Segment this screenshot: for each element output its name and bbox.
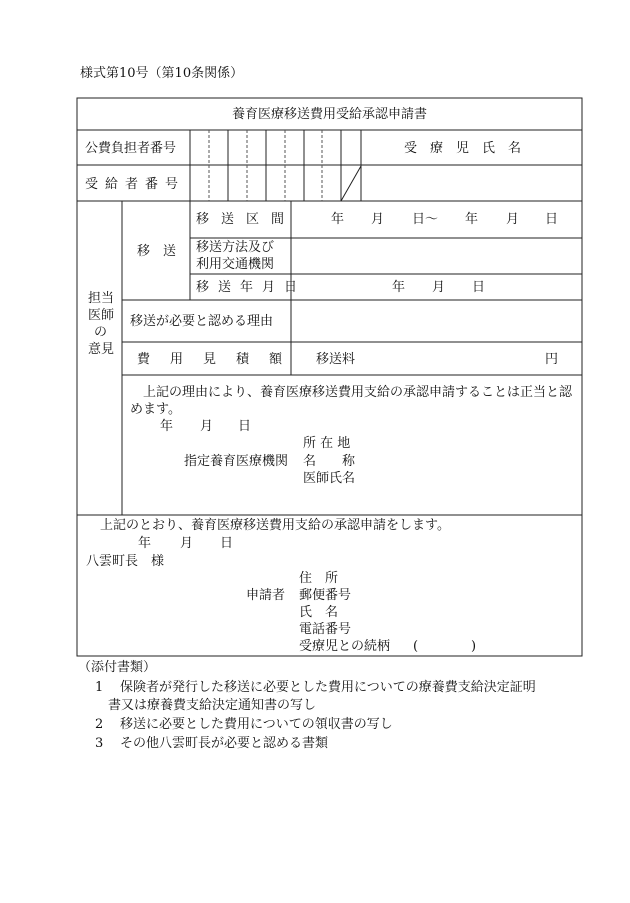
institution-heading: 指定養育医療機関 <box>184 454 289 469</box>
patient-name-label: 受 療 児 氏 名 <box>404 141 522 156</box>
date-year: 年 <box>392 280 406 295</box>
date-month: 月 <box>432 280 446 295</box>
attachments-heading: （添付書類） <box>78 660 157 675</box>
doctor-opinion-label-3: の <box>94 325 108 340</box>
transport-label: 移 送 <box>137 244 177 259</box>
applicant-label: 申請者 <box>246 588 286 603</box>
date-label: 移送年月日 <box>196 280 307 295</box>
public-payer-number-label: 公費負担者番号 <box>85 141 177 156</box>
cost-label: 費用見積額 <box>137 352 303 367</box>
applicant-name-label: 氏 名 <box>299 605 339 620</box>
applicant-phone-label: 電話番号 <box>299 622 352 637</box>
section-day: 日〜 <box>412 212 439 227</box>
certification-text: 上記の理由により、養育医療移送費用支給の承認申請することは正当と認めます。 <box>130 385 573 417</box>
relation-paren-close: ) <box>471 639 477 654</box>
applicant-postal-label: 郵便番号 <box>299 588 352 603</box>
attachment-3-num: 3 <box>95 736 104 751</box>
application-date-month: 月 <box>180 536 194 551</box>
doctor-opinion-label-2: 医師 <box>88 308 115 323</box>
date-field[interactable] <box>291 274 582 300</box>
cost-value-label: 移送料 <box>316 352 356 367</box>
public-payer-number-cells[interactable] <box>190 130 361 165</box>
attachment-1-cont: 書又は療養費支給決定通知書の写し <box>108 698 317 713</box>
cert-date-day: 日 <box>238 419 252 434</box>
section-year: 年 <box>331 212 345 227</box>
application-date-day: 日 <box>220 536 234 551</box>
section-month: 月 <box>371 212 385 227</box>
form-title: 養育医療移送費用受給承認申請書 <box>232 107 428 122</box>
institution-name: 名 称 <box>303 454 356 469</box>
relation-paren-open: ( <box>413 639 419 654</box>
attachment-3-text: その他八雲町長が必要と認める書類 <box>120 736 329 751</box>
applicant-address-label: 住 所 <box>299 571 339 586</box>
section-month-2: 月 <box>506 212 520 227</box>
section-label: 移送区間 <box>196 212 297 227</box>
form-number: 様式第10号（第10条関係） <box>80 66 244 81</box>
institution-doctor: 医師氏名 <box>303 471 356 486</box>
cost-unit: 円 <box>545 352 559 367</box>
cert-date-month: 月 <box>200 419 214 434</box>
attachment-1-num: 1 <box>95 680 104 695</box>
reason-label: 移送が必要と認める理由 <box>130 314 274 329</box>
recipient-number-label: 受給者番号 <box>85 177 186 192</box>
section-day-2: 日 <box>545 212 559 227</box>
attachment-1-text: 保険者が発行した移送に必要とした費用についての療養費支給決定証明 <box>120 680 536 695</box>
attachment-2-num: 2 <box>95 717 104 732</box>
recipient-number-cells[interactable] <box>190 165 361 201</box>
doctor-opinion-label-1: 担当 <box>88 291 115 306</box>
section-field[interactable] <box>291 201 582 238</box>
section-year-2: 年 <box>465 212 479 227</box>
attachment-2-text: 移送に必要とした費用についての領収書の写し <box>120 717 393 732</box>
date-day: 日 <box>472 280 486 295</box>
reason-field[interactable] <box>291 300 582 342</box>
applicant-relation-label: 受療児との続柄 <box>299 639 391 654</box>
addressee: 八雲町長 様 <box>86 554 165 569</box>
application-date-year: 年 <box>138 536 152 551</box>
application-statement: 上記のとおり、養育医療移送費用支給の承認申請をします。 <box>100 518 450 533</box>
doctor-opinion-label-4: 意見 <box>88 342 115 357</box>
method-label-1: 移送方法及び <box>196 240 275 255</box>
institution-address: 所 在 地 <box>303 436 351 451</box>
method-field[interactable] <box>291 238 582 274</box>
cert-date-year: 年 <box>160 419 174 434</box>
cost-field[interactable] <box>366 342 536 375</box>
method-label-2: 利用交通機関 <box>196 257 275 272</box>
patient-name-field[interactable] <box>361 165 582 201</box>
